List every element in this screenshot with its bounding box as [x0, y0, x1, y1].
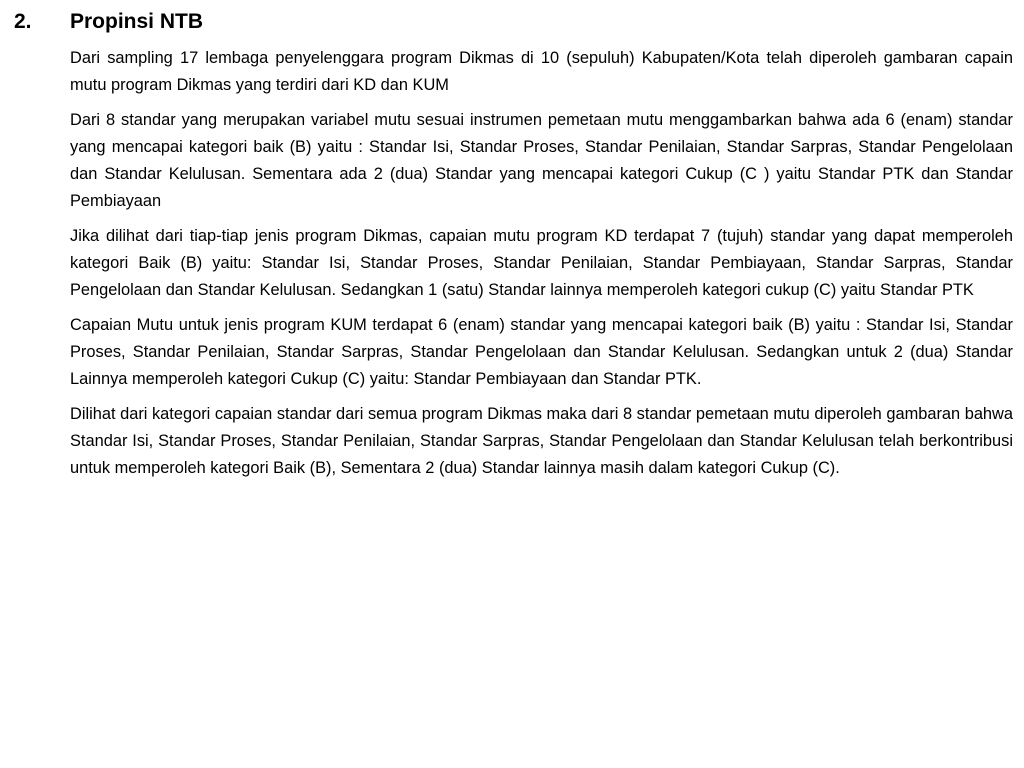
- paragraph-overall-standards: Dari 8 standar yang merupakan variabel mutu sesuai instrumen pemetaan mutu menggambarkan bahwa ada 6 (enam) standar yang mencapai kategori baik (B) yaitu : Standar Isi, Standar Proses, Standar Penilaian, Standar Sarpras, Standar Pengelolaan dan Standar Kelulusan. Sementara ada 2 (dua) Standar yang mencapai kategori Cukup (C ) yaitu Standar PTK dan Standar Pembiayaan: [70, 111, 1013, 210]
- section-title: Propinsi NTB: [70, 10, 204, 33]
- paragraph-sampling: Dari sampling 17 lembaga penyelenggara program Dikmas di 10 (sepuluh) Kabupaten/Kota telah diperoleh gambaran capain mutu program Dikmas yang terdiri dari KD dan KUM: [70, 49, 1013, 94]
- section-body: [70, 45, 1013, 490]
- section-number: 2.: [14, 10, 32, 33]
- paragraph-kum-program: Capaian Mutu untuk jenis program KUM terdapat 6 (enam) standar yang mencapai kategori baik (B) yaitu : Standar Isi, Standar Proses, Standar Penilaian, Standar Sarpras, Standar Pengelolaan dan Standar Kelulusan. Sedangkan untuk 2 (dua) Standar Lainnya memperoleh kategori Cukup (C) yaitu: Standar Pembiayaan dan Standar PTK.: [70, 316, 1013, 388]
- paragraph-kd-program: Jika dilihat dari tiap-tiap jenis program Dikmas, capaian mutu program KD terdapat 7 (tujuh) standar yang dapat memperoleh kategori Baik (B) yaitu: Standar Isi, Standar Proses, Standar Penilaian, Standar Pembiayaan, Standar Sarpras, Standar Pengelolaan dan Standar Kelulusan. Sedangkan 1 (satu) Standar lainnya memperoleh kategori cukup (C) yaitu Standar PTK: [70, 227, 1013, 299]
- paragraph-conclusion: Dilihat dari kategori capaian standar dari semua program Dikmas maka dari 8 standar pemetaan mutu diperoleh gambaran bahwa Standar Isi, Standar Proses, Standar Penilaian, Standar Sarpras, Standar Pengelolaan dan Standar Kelulusan telah berkontribusi untuk memperoleh kategori Baik (B), Sementara 2 (dua) Standar lainnya masih dalam kategori Cukup (C).: [70, 405, 1013, 477]
- section-heading: [14, 8, 203, 36]
